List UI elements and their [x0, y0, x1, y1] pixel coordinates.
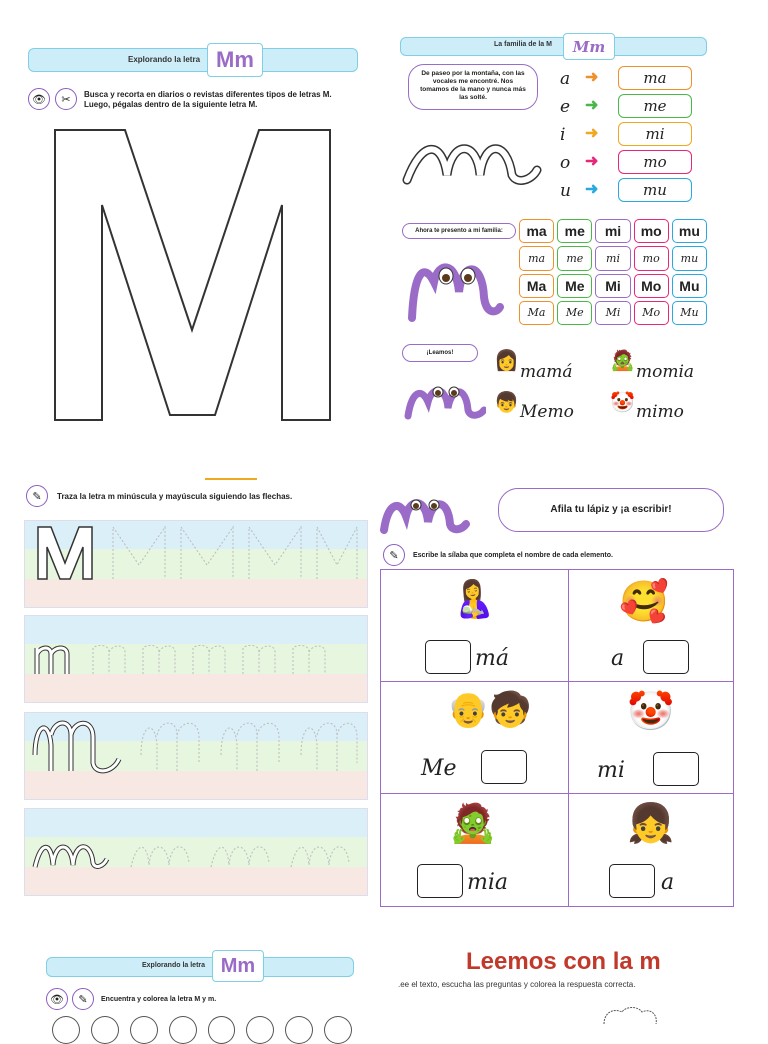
cursive-m-outline	[402, 130, 542, 190]
word-prefix: a	[611, 646, 625, 671]
syllable-ma: ma	[618, 66, 692, 90]
grid-cell: mi	[595, 219, 630, 243]
page1-header-letters: Mm	[207, 43, 263, 77]
word-mama: mamá	[520, 362, 573, 382]
page2-header-title: La familia de la M	[494, 41, 552, 48]
grid-cell: mu	[672, 246, 707, 270]
big-letter-m-outline	[50, 125, 335, 425]
page5-header-title: Explorando la letra	[142, 962, 206, 969]
mummy-icon: 🧟	[449, 803, 497, 845]
grid-cell: ma	[519, 219, 554, 243]
grid-cell: mi	[595, 246, 630, 270]
exercise-cell-mama	[380, 569, 570, 683]
mother-child-icon: 🤱	[451, 578, 496, 619]
grid-cell: Me	[557, 274, 592, 298]
vowel-u: u	[560, 181, 571, 201]
pencil-icon: ✎	[383, 544, 405, 566]
heart-smiley-icon: 🥰	[619, 580, 669, 624]
word-mimo: mimo	[636, 402, 684, 422]
mime-icon: 🤡	[627, 691, 675, 733]
grid-cell: Ma	[519, 301, 554, 325]
page2-header-letters: Mm	[563, 33, 615, 60]
page6-title: Leemos con la m	[466, 948, 661, 975]
exercise-cell-girl	[568, 793, 734, 907]
vowel-i: i	[560, 125, 566, 145]
m-character-small-illustration	[404, 382, 486, 420]
word-prefix: mi	[597, 758, 625, 783]
arrow-icon: ➜	[585, 125, 599, 142]
m-character-illustration	[404, 252, 504, 324]
exercise-cell-memo	[380, 681, 570, 795]
poem-text: De paseo por la montaña, con las vocales me encontré. Nos tomamos de la mano y nunca más las solté.	[420, 70, 526, 101]
page3-instruction: Traza la letra m minúscula y mayúscula siguiendo las flechas.	[57, 492, 293, 501]
page2-header-bar	[400, 37, 707, 56]
word-memo: Memo	[520, 402, 574, 422]
eye-icon: 👁	[46, 988, 68, 1010]
grid-cell: Mo	[634, 274, 669, 298]
grid-cell: Mo	[634, 301, 669, 325]
letter-circle[interactable]	[246, 1016, 274, 1044]
letter-circle[interactable]	[208, 1016, 236, 1044]
exercise-cell-momia	[380, 793, 570, 907]
poem-bubble	[408, 64, 538, 110]
trace-row-lowercase-m	[24, 615, 368, 703]
syllable-mu: mu	[618, 178, 692, 202]
grid-cell: mo	[634, 246, 669, 270]
arrow-icon: ➜	[585, 97, 599, 114]
page1-header-title: Explorando la letra	[128, 55, 201, 64]
grid-cell: mo	[634, 219, 669, 243]
letter-circle[interactable]	[285, 1016, 313, 1044]
letter-circle[interactable]	[169, 1016, 197, 1044]
page1-instruction: Busca y recorta en diarios o revistas diferentes tipos de letras M. Luego, pégalas dentro de la siguiente letra M.	[84, 90, 332, 109]
letter-circle[interactable]	[324, 1016, 352, 1044]
syllable-grid	[519, 219, 707, 325]
grid-cell: Mi	[595, 274, 630, 298]
boy-icon: 👦	[494, 392, 519, 414]
grid-cell: Ma	[519, 274, 554, 298]
grid-cell: ma	[519, 246, 554, 270]
grid-cell: Mi	[595, 301, 630, 325]
word-suffix: má	[475, 646, 509, 671]
read-label: ¡Leamos!	[426, 350, 454, 356]
vowel-e: e	[560, 97, 571, 117]
family-label: Ahora te presento a mi familia:	[415, 228, 503, 234]
grid-cell: Mu	[672, 274, 707, 298]
answer-box[interactable]	[481, 750, 527, 784]
vowel-o: o	[560, 153, 571, 173]
trace-uppercase-m	[33, 525, 363, 581]
crayon-icon: ✎	[72, 988, 94, 1010]
pencil-icon: ✎	[26, 485, 48, 507]
trace-cursive-uppercase-m	[31, 715, 365, 777]
trace-row-cursive-uppercase-m	[24, 712, 368, 800]
trace-row-cursive-lowercase-m	[24, 808, 368, 896]
grid-cell: me	[557, 246, 592, 270]
arrow-icon: ➜	[585, 181, 599, 198]
grid-cell: Mu	[672, 301, 707, 325]
vowel-a: a	[560, 69, 571, 89]
family-label-bubble	[402, 223, 516, 239]
answer-box[interactable]	[425, 640, 471, 674]
exercise-cell-amor	[568, 569, 734, 683]
trace-lowercase-m	[33, 644, 363, 676]
grid-cell: me	[557, 219, 592, 243]
m-character-mascot	[380, 494, 470, 534]
mime-icon: 🤡	[610, 392, 635, 414]
bubble-text: Afila tu lápiz y ¡a escribir!	[550, 504, 672, 515]
word-momia: momia	[636, 362, 695, 382]
trace-row-uppercase-m	[24, 520, 368, 608]
answer-box[interactable]	[609, 864, 655, 898]
trace-cursive-lowercase-m	[31, 837, 365, 871]
syllable-mi: mi	[618, 122, 692, 146]
grid-cell: mu	[672, 219, 707, 243]
syllable-me: me	[618, 94, 692, 118]
word-suffix: a	[661, 870, 675, 895]
answer-box[interactable]	[653, 752, 699, 786]
word-suffix: mia	[467, 870, 509, 895]
answer-box[interactable]	[417, 864, 463, 898]
page6-subtitle: .ee el texto, escucha las preguntas y colorea la respuesta correcta.	[398, 980, 636, 989]
word-prefix: Me	[421, 756, 457, 781]
mummy-icon: 🧟	[610, 350, 635, 372]
eye-icon: 👁	[28, 88, 50, 110]
cloud-outline	[600, 1006, 660, 1024]
scissors-icon: ✂	[55, 88, 77, 110]
answer-box[interactable]	[643, 640, 689, 674]
arrow-icon: ➜	[585, 69, 599, 86]
letter-circle[interactable]	[52, 1016, 80, 1044]
orange-accent-line	[205, 478, 257, 480]
exercise-cell-mimo	[568, 681, 734, 795]
syllable-mo: mo	[618, 150, 692, 174]
grid-cell: Me	[557, 301, 592, 325]
girl-icon: 👧	[627, 803, 675, 845]
page5-instruction: Encuentra y colorea la letra M y m.	[101, 996, 217, 1003]
mother-icon: 👩	[494, 350, 519, 372]
page4-instruction: Escribe la sílaba que completa el nombre de cada elemento.	[413, 552, 613, 559]
grandpa-boy-icon: 👴🧒	[447, 691, 532, 729]
arrow-icon: ➜	[585, 153, 599, 170]
read-label-bubble	[402, 344, 478, 362]
speech-bubble	[498, 488, 724, 532]
page5-header-letters: Mm	[212, 950, 264, 982]
letter-circles-row	[52, 1016, 352, 1030]
letter-circle[interactable]	[130, 1016, 158, 1044]
letter-circle[interactable]	[91, 1016, 119, 1044]
